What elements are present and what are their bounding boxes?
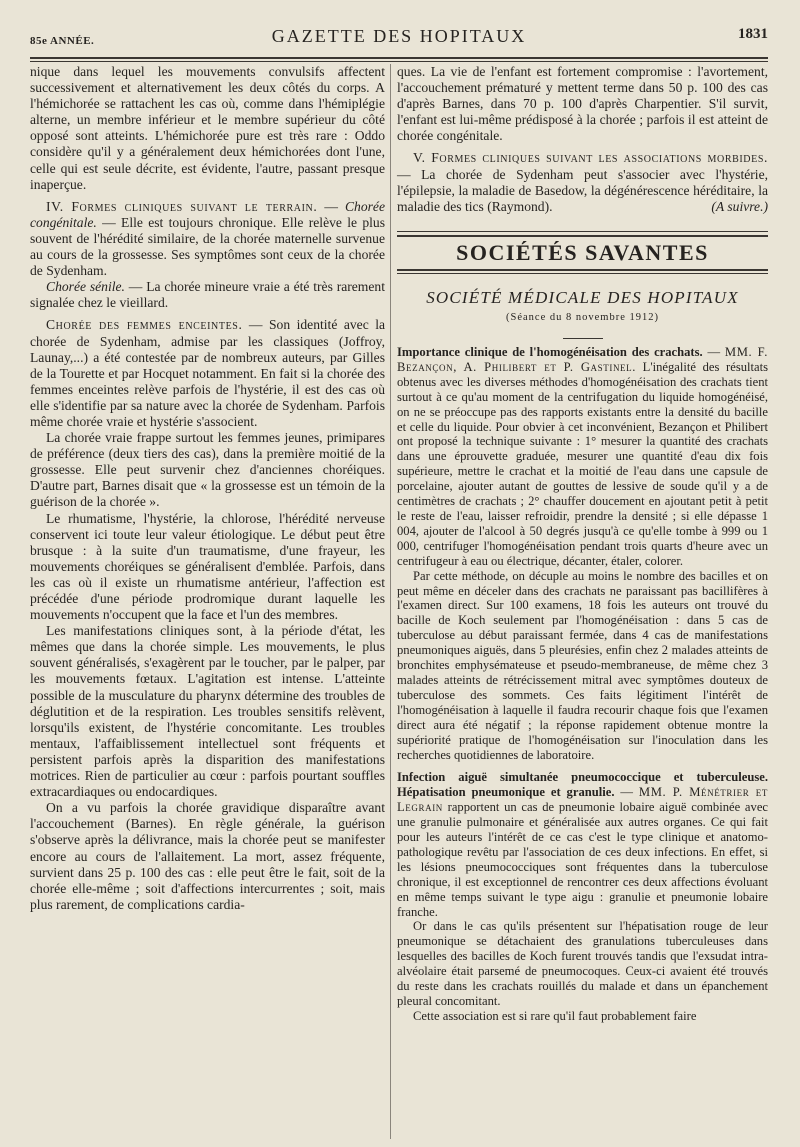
subheading: Chorée sénile.	[46, 279, 125, 295]
paragraph-text: Elle est toujours chronique. Elle relève le plus souvent de l'hérédité similaire, de la chorée maternelle survenue au cours de la grossesse. Ses symptômes sont ceux de la chorée de Sydenham.	[30, 214, 386, 279]
article-authors: MM. P. Ménétrier et Legrain	[397, 785, 769, 815]
subheading: Chorée des femmes enceintes.	[46, 317, 243, 333]
article-2: Infection aiguë simultanée pneumococcique et tuberculeuse. Hépatisation pneumonique et granulie. — MM. P. Ménétrier et Legrain rapportent un cas de pneumonie lobaire aiguë combinée avec une granulie pulmonaire et généralisée aux autres organes. Ce qui fait pour les auteurs l'intérêt de ce cas c'est le type clinique et anatomo-pathologique revêtu par l'association de ces deux infections. En effet, si les lésions pneumococciques sont fréquentes dans la tuberculose chronique, il est exceptionnel de rencontrer ces deux affections évoluant en même temps suivant le type aigu : granulie et pneumonie lobaire franche.	[397, 770, 769, 919]
paragraph: Le rhumatisme, l'hystérie, la chlorose, l'hérédité nerveuse conservent ici toute leur valeur étiologique. Le début peut être brusque : à la suite d'un traumatisme, d'une frayeur, les mouvements choréiques se généralisent d'emblée. Parfois, dans les cas où il existe un rhumatisme antérieur, l'affection est précédée d'une période prodromique durant laquelle les mouvements n'occupent que la face et l'un des membres.	[30, 510, 385, 623]
section-rule	[397, 273, 768, 274]
article-authors: MM. F. Bezançon, A. Philibert et P. Gastinel.	[397, 345, 769, 374]
paragraph-text: La chorée mineure vraie a été très rarement signalée chez le vieillard.	[30, 279, 385, 311]
paragraph-associations: V. Formes cliniques suivant les associations morbides. — La chorée de Sydenham peut s'associer avec l'hystérie, l'épilepsie, la maladie de Basedow, la dégénérescence héréditaire, la maladie des tics (Raymond). (A suivre.)	[397, 150, 769, 214]
masthead	[30, 12, 768, 56]
section-rule	[397, 231, 768, 232]
paragraph: On a vu parfois la chorée gravidique disparaître avant l'accouchement (Barnes). En règle générale, la guérison s'observe après la délivrance, mais la chorée peut se manifester encore au cours de l'allaitement. La mort, assez fréquente, survient dans 25 p. 100 des cas : elle peut être le fait, soit de la chorée elle-même ; soit d'affections intercurrentes ; soit, mais plus rarement, de complications cardia-	[30, 800, 385, 912]
society-name: SOCIÉTÉ MÉDICALE DES HOPITAUX	[426, 287, 739, 307]
article-text: rapportent un cas de pneumonie lobaire aiguë combinée avec une granulie pulmonaire et généralisée aux autres organes. Ce qui fait pour les auteurs l'intérêt de ce cas c'est le type clinique et anatomo-pathologique revêtu par l'association de ces deux infections. En effet, si les lésions pneumococciques sont fréquentes dans la tuberculose chronique, il est exceptionnel de rencontrer ces deux affections évoluant en même temps suivant le type aigu : granulie et pneumonie lobaire franche.	[397, 800, 768, 919]
article-1: Importance clinique de l'homogénéisation des crachats. — MM. F. Bezançon, A. Philibert et P. Gastinel. L'inégalité des résultats obtenus avec les diverses méthodes d'homogénéisation des crachats tient surtout à ce qu'au moment de la centrifugation du liquide homogénéisé, on ne se préoccupe pas des rapports existants entre la densité du bacille et celle du liquide. Pour obvier à cet inconvénient, Bezançon et Philibert ont proposé la technique suivante : 1° mesurer la quantité des crachats dans une éprouvette graduée, mesurer une quantité d'eau dix fois supérieure, mettre le crachat et la moitié de l'eau dans une capsule de porcelaine, ajouter autant de gouttes de lessive de soude qu'il y a de centimètres de crachats ; 2° chauffer doucement en ajoutant petit à petit le reste de l'eau, laisser refroidir, prendre la densité ; si elle dépasse 1 004, ajouter de l'alcool à 50 degrés jusqu'à ce qu'elle tombe à 999 ou 1 000, centrifuger l'homogénéisation pendant trois quarts d'heure avec un centrifugeur à eau ou électrique, décanter, étaler, colorer.	[397, 345, 769, 568]
journal-title: GAZETTE DES HOPITAUX	[271, 26, 527, 46]
paragraph: nique dans lequel les mouvements convulsifs affectent successivement et alternativement les deux côtés du corps. A l'hémichorée se rattachent les cas où, comme dans l'hémiplégie alterne, un membre inférieur et le membre supérieur du côté opposé sont atteints. L'hémichorée pure est très rare : Oddo considère qu'il y a généralement deux hémichorées dont l'une, celle qui est seule décrite, est évidente, l'autre, passant presque inaperçue.	[30, 64, 385, 192]
volume-year: 85e ANNÉE.	[30, 35, 95, 47]
column-divider	[390, 64, 391, 1139]
paragraph: Par cette méthode, on décuple au moins le nombre des bacilles et on peut même en déceler dans des crachats ne paraissant pas bacillifères à l'examen direct. Sur 100 examens, 18 fois les auteurs ont trouvé du bacille de Koch seulement par l'homogénéisation : dans 5 cas de tuberculose au début paraissant fermée, dans 4 cas de manifestations pneumoniques aiguës, dans 5 pleurésies, enfin chez 2 malades atteints de bronchites emphysémateuse et pseudo-membraneuse, de même chez 3 malades atteints de rétrécissement mitral avec symptômes douteux de tuberculose des sommets. Ces faits légitiment l'intérêt de l'homogénéisation à laquelle il faudra recourir chaque fois que l'examen direct aura été négatif ; la réponse rapidement obtenue montre la supériorité pratique de l'homogénéisation sur l'inoculation dans les recherches quotidiennes de laboratoire.	[397, 568, 768, 762]
page-number: 1831	[738, 26, 768, 42]
left-column	[30, 64, 385, 913]
paragraph: Or dans le cas qu'ils présentent sur l'hépatisation rouge de leur pneumonique se détachaient des granulations tuberculeuses dans lesquelles des bacilles de Koch furent trouvés tandis que l'exsudat intra-alvéolaire était parsemé de pneumocoques. Ceux-ci avaient été trouvés du reste dans les crachats rouillés du malade et dans un épanchement pleural concomitant.	[397, 919, 768, 1008]
article-text: L'inégalité des résultats obtenus avec les diverses méthodes d'homogénéisation des crachats tient surtout à ce qu'au moment de la centrifugation du liquide homogénéisé, on ne se préoccupe pas des rapports existants entre la densité du bacille et celle du liquide. Pour obvier à cet inconvénient, Bezançon et Philibert ont proposé la technique suivante : 1° mesurer la quantité des crachats dans une éprouvette graduée, mesurer une quantité d'eau dix fois supérieure, mettre le crachat et la moitié de l'eau dans une capsule de porcelaine, ajouter autant de gouttes de lessive de soude qu'il y a de centimètres de crachats ; 2° chauffer doucement en ajoutant petit à petit le reste de l'eau, laisser refroidir, prendre la densité ; si elle dépasse 1 004, ajouter de l'alcool à 50 degrés jusqu'à ce qu'elle tombe à 999 ou 1 000, centrifuger l'homogénéisation pendant trois quarts d'heure avec un centrifugeur à eau ou électrique, décanter, étaler, colorer.	[397, 359, 768, 568]
article-title: Importance clinique de l'homogénéisation des crachats.	[397, 345, 703, 360]
header-rule-thin	[30, 61, 768, 62]
subheading: Chorée congénitale.	[30, 198, 385, 230]
paragraph-senile: Chorée sénile. — La chorée mineure vraie a été très rarement signalée chez le vieillard.	[30, 279, 385, 311]
session-date: (Séance du 8 novembre 1912)	[506, 311, 659, 323]
section-heading: V. Formes cliniques suivant les associations morbides.	[413, 150, 768, 166]
short-rule	[563, 338, 603, 339]
paragraph: Cette association est si rare qu'il faut probablement faire	[413, 1008, 697, 1023]
header-rule	[30, 57, 768, 59]
section-rule-thick	[397, 235, 768, 237]
paragraph-femmes-enceintes: Chorée des femmes enceintes. — Son identité avec la chorée de Sydenham, admise par les classiques (Joffroy, Launay,...) a été contestée par de nombreux auteurs, par Gilles de la Tourette et par Hocquet notamment. En fait si la chorée des femmes enceintes relève parfois de l'hystérie, il est des cas où elle s'identifie par sa nature avec la chorée de Sydenham. Parfois même chorée vraie et hystérie s'associent.	[30, 317, 386, 429]
right-column	[397, 64, 768, 1024]
article-title: Infection aiguë simultanée pneumococcique et tuberculeuse. Hépatisation pneumonique et granulie.	[397, 770, 768, 800]
paragraph: La chorée vraie frappe surtout les femmes jeunes, primipares de préférence (deux tiers des cas), dans la première moitié de la grossesse. Elle peut survenir chez d'anciennes choréiques. D'autre part, Barnes disait que « la grossesse est un témoin de la guérison de la chorée ».	[30, 430, 385, 510]
to-be-continued: (A suivre.)	[711, 198, 768, 214]
paragraph-forms-terrain: IV. Formes cliniques suivant le terrain. — Chorée congénitale. — Elle est toujours chronique. Elle relève le plus souvent de l'hérédité similaire, de la chorée maternelle survenue au cours de la grossesse. Ses symptômes sont ceux de la chorée de Sydenham.	[30, 198, 386, 279]
section-title: SOCIÉTÉS SAVANTES	[456, 239, 709, 265]
paragraph-text: Son identité avec la chorée de Sydenham, admise par les classiques (Joffroy, Launay,...) a été contestée par de nombreux auteurs, par Gilles de la Tourette et par Hocquet notamment. En fait si la chorée des femmes enceintes relève parfois de l'hystérie, il est des cas où elle s'identifie par sa nature avec la chorée de Sydenham. Parfois même chorée vraie et hystérie s'associent.	[30, 317, 386, 429]
paragraph: Les manifestations cliniques sont, à la période d'état, les mêmes que dans la chorée simple. Les mouvements, le plus souvent généralisés, s'exagèrent par le toucher, par le palper, par les mouvements fœtaux. L'agitation est intense. L'atteinte possible de la musculature du pharynx détermine des troubles de déglutition et de la respiration. Les troubles sensitifs relèvent, lorsqu'ils existent, de l'hystérie concomitante. Les troubles mentaux, l'affaiblissement intellectuel sont fréquents et persistent parfois après la disparition des manifestations motrices. Rien de particulier au cœur : parfois pourtant souffles extracardiaques ou endocardiques.	[30, 623, 385, 800]
section-heading: IV. Formes cliniques suivant le terrain.	[46, 198, 318, 214]
paragraph-text: La chorée de Sydenham peut s'associer avec l'hystérie, l'épilepsie, la maladie de Basedow, la dégénérescence héréditaire, la maladie des tics (Raymond).	[397, 166, 769, 214]
article-block	[397, 345, 768, 1024]
section-rule-thick	[397, 269, 768, 271]
paragraph: ques. La vie de l'enfant est fortement compromise : l'avortement, l'accouchement prématuré y mettent terme dans 50 p. 100 des cas d'après Barnes, dans 70 p. 100 d'après Charpentier. S'il survit, l'enfant est lui-même prédisposé à la chorée ; parfois il est atteint de chorée congénitale.	[397, 64, 768, 144]
